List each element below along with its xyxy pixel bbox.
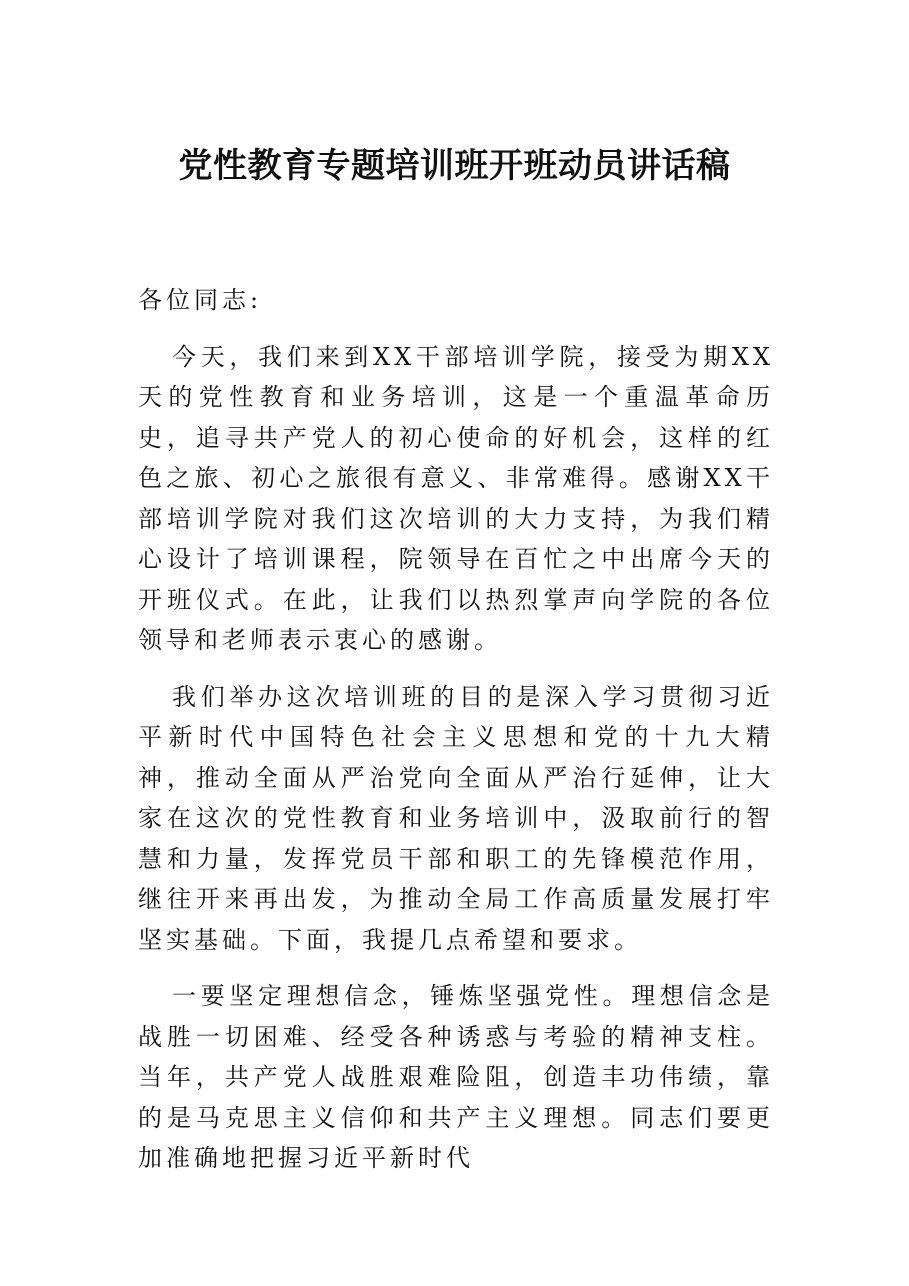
paragraph-purpose: 我们举办这次培训班的目的是深入学习贯彻习近平新时代中国特色社会主义思想和党的十九大精神，推动全面从严治党向全面从严治行延伸，让大家在这次的党性教育和业务培训中，汲取前行的智慧和力量，发挥党员干部和职工的先锋模范作用，继往开来再出发，为推动全局工作高质量发展打牢坚实基础。下面，我提几点希望和要求。 — [138, 682, 774, 954]
salutation: 各位同志: — [138, 286, 263, 314]
paragraph-requirement-one: 一要坚定理想信念，锤炼坚强党性。理想信念是战胜一切困难、经受各种诱惑与考验的精神支柱。当年，共产党人战胜艰难险阻，创造丰功伟绩，靠的是马克思主义信仰和共产主义理想。同志们要更加准确地把握习近平新时代 — [138, 982, 774, 1172]
document-title: 党性教育专题培训班开班动员讲话稿 — [178, 146, 731, 186]
paragraph-opening: 今天，我们来到XX干部培训学院，接受为期XX天的党性教育和业务培训，这是一个重温革命历史，追寻共产党人的初心使命的好机会，这样的红色之旅、初心之旅很有意义、非常难得。感谢XX干部培训学院对我们这次培训的大力支持，为我们精心设计了培训课程，院领导在百忙之中出席今天的开班仪式。在此，让我们以热烈掌声向学院的各位领导和老师表示衷心的感谢。 — [138, 342, 774, 654]
document-body — [138, 280, 774, 1195]
